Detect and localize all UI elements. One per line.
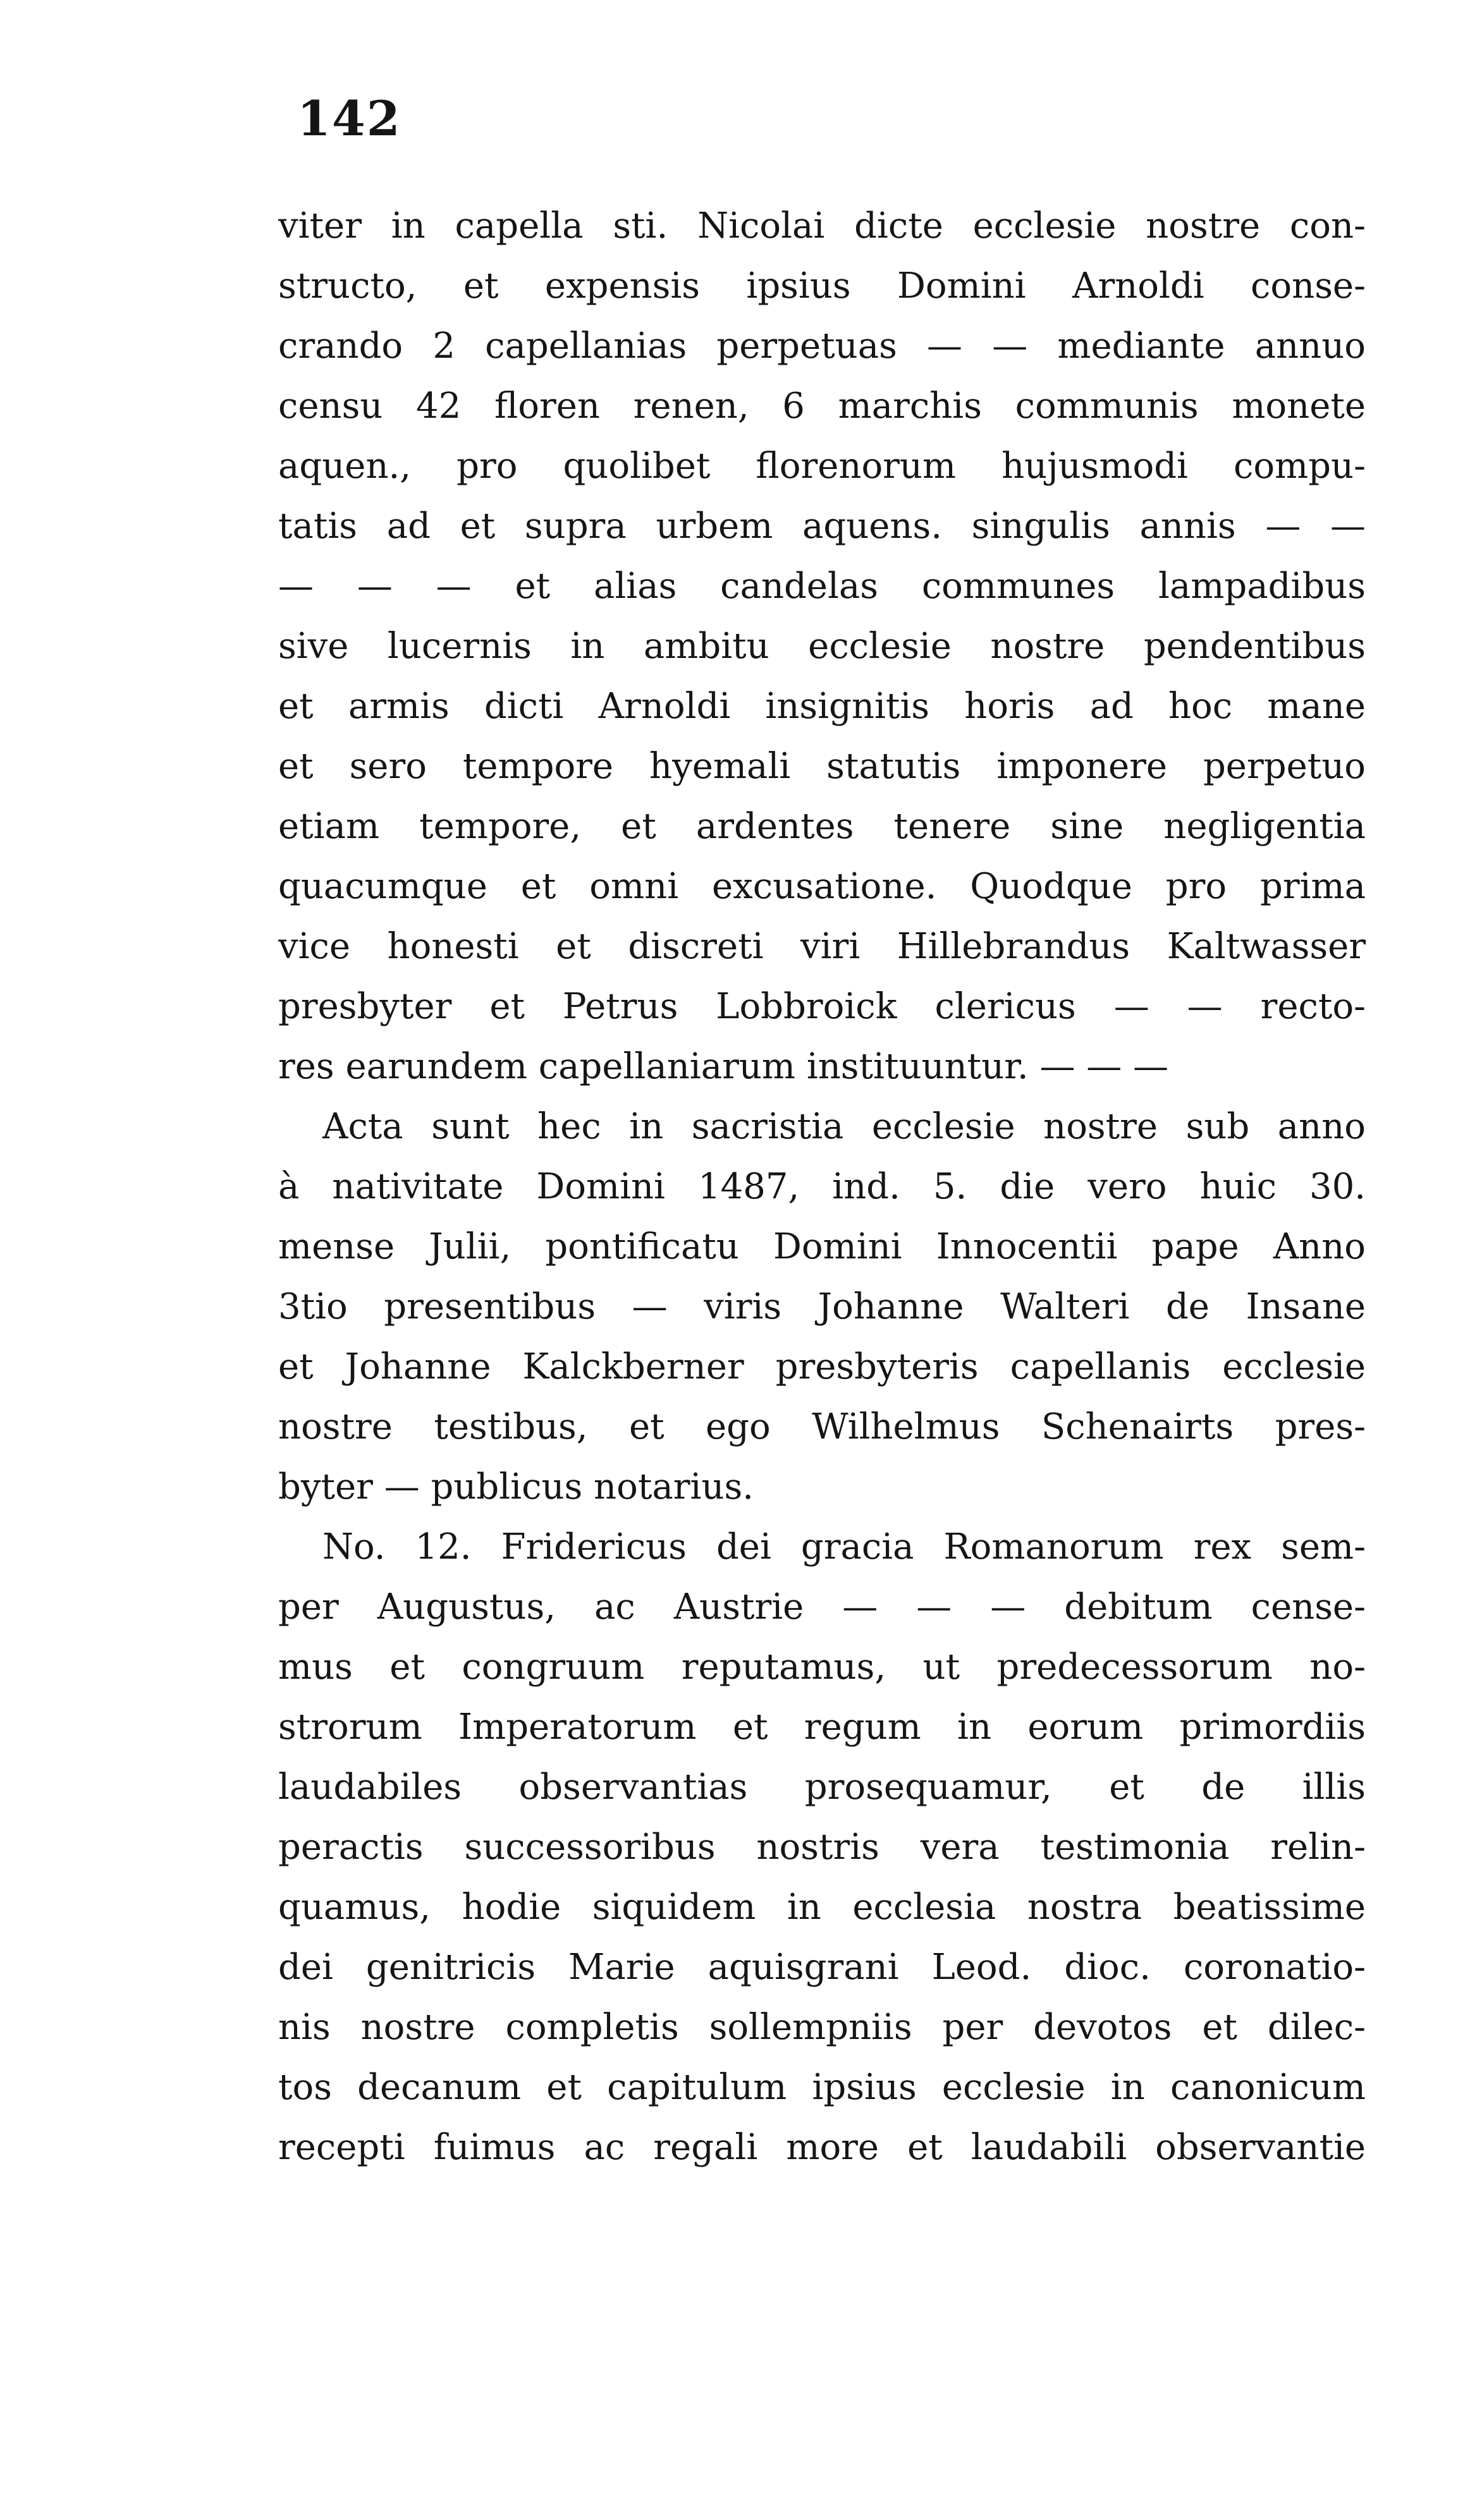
text-line: à nativitate Domini 1487, ind. 5. die vero huic 30. bbox=[278, 1166, 1366, 1207]
text-line: tatis ad et supra urbem aquens. singulis annis — — bbox=[278, 506, 1366, 547]
text-line: per Augustus, ac Austrie — — — debitum cense- bbox=[278, 1586, 1366, 1628]
paragraph-start: Acta sunt hec in sacristia ecclesie nostre sub anno bbox=[322, 1106, 1366, 1147]
text-line: structo, et expensis ipsius Domini Arnoldi conse- bbox=[278, 265, 1366, 307]
text-line: nis nostre completis sollempniis per devotos et dilec- bbox=[278, 2007, 1366, 2048]
text-line: dei genitricis Marie aquisgrani Leod. dioc. coronatio- bbox=[278, 1947, 1366, 1988]
text-line: crando 2 capellanias perpetuas — — mediante annuo bbox=[278, 326, 1366, 367]
text-line: laudabiles observantias prosequamur, et de illis bbox=[278, 1767, 1366, 1808]
text-line: censu 42 floren renen, 6 marchis communis monete bbox=[278, 386, 1366, 427]
text-line: mus et congruum reputamus, ut predecessorum no- bbox=[278, 1647, 1366, 1688]
text-line: nostre testibus, et ego Wilhelmus Schenairts pres- bbox=[278, 1406, 1366, 1447]
text-line: presbyter et Petrus Lobbroick clericus — — recto- bbox=[278, 986, 1366, 1027]
text-line: et sero tempore hyemali statutis imponere perpetuo bbox=[278, 746, 1366, 787]
text-line: vice honesti et discreti viri Hillebrandus Kaltwasser bbox=[278, 926, 1366, 967]
text-line: strorum Imperatorum et regum in eorum primordiis bbox=[278, 1707, 1366, 1748]
text-line: mense Julii, pontificatu Domini Innocentii pape Anno bbox=[278, 1226, 1366, 1267]
text-line: etiam tempore, et ardentes tenere sine negligentia bbox=[278, 806, 1366, 847]
text-line: res earundem capellaniarum instituuntur. — — — bbox=[278, 1046, 1169, 1087]
document-heading-line: No. 12. Fridericus dei gracia Romanorum rex sem- bbox=[322, 1526, 1366, 1567]
text-line: et armis dicti Arnoldi insignitis horis ad hoc mane bbox=[278, 686, 1366, 727]
text-line: tos decanum et capitulum ipsius ecclesie in canonicum bbox=[278, 2067, 1366, 2108]
text-line: quacumque et omni excusatione. Quodque pro prima bbox=[278, 866, 1366, 907]
text-line: byter — publicus notarius. bbox=[278, 1466, 754, 1507]
text-line: aquen., pro quolibet florenorum hujusmodi compu- bbox=[278, 446, 1366, 487]
text-line: peractis successoribus nostris vera testimonia relin- bbox=[278, 1827, 1366, 1868]
text-line: recepti fuimus ac regali more et laudabili observantie bbox=[278, 2127, 1366, 2168]
body-text bbox=[278, 196, 1366, 2177]
text-line: viter in capella sti. Nicolai dicte ecclesie nostre con- bbox=[278, 205, 1366, 247]
text-line: 3tio presentibus — viris Johanne Walteri de Insane bbox=[278, 1286, 1366, 1327]
text-line: quamus, hodie siquidem in ecclesia nostra beatissime bbox=[278, 1887, 1366, 1928]
text-line: — — — et alias candelas communes lampadibus bbox=[278, 566, 1366, 607]
text-line: sive lucernis in ambitu ecclesie nostre pendentibus bbox=[278, 626, 1366, 667]
text-line: et Johanne Kalckberner presbyteris capellanis ecclesie bbox=[278, 1346, 1366, 1387]
page-number: 142 bbox=[297, 90, 401, 147]
